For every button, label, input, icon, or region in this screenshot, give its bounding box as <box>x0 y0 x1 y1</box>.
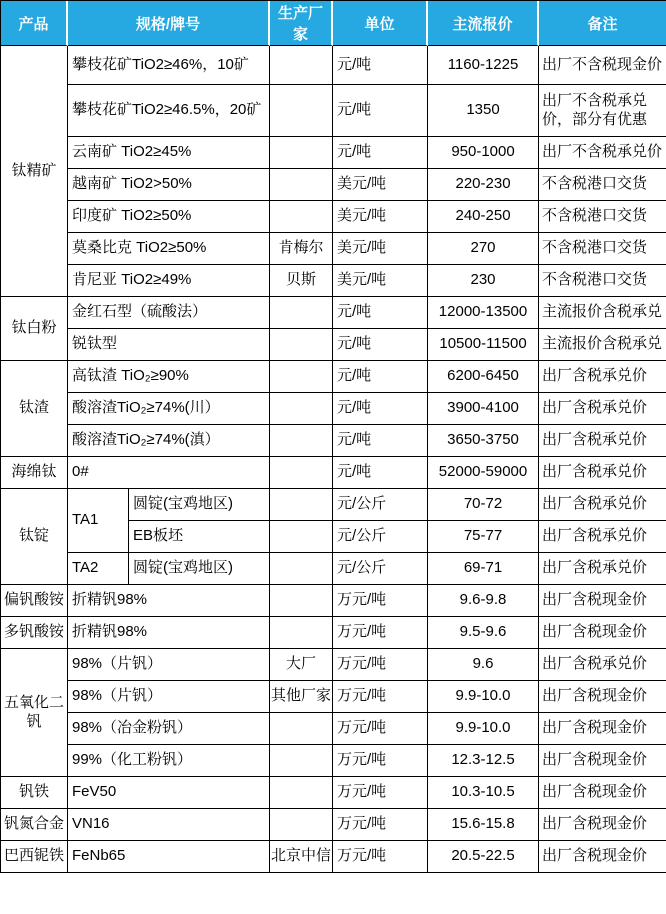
table-row <box>1 681 666 713</box>
cell-unit: 万元/吨 <box>333 681 428 713</box>
cell-spec: 98%（片钒） <box>68 649 270 681</box>
cell-manufacturer: 肯梅尔 <box>270 233 333 265</box>
table-row <box>1 809 666 841</box>
cell-note: 出厂含税承兑价 <box>539 521 666 553</box>
header-spec: 规格/牌号 <box>68 1 270 46</box>
cell-unit: 元/吨 <box>333 297 428 329</box>
cell-spec_b: 圆锭(宝鸡地区) <box>129 553 270 585</box>
cell-price: 12.3-12.5 <box>428 745 539 777</box>
cell-product: 钛锭 <box>1 489 68 585</box>
table-header <box>1 1 666 46</box>
cell-spec: FeV50 <box>68 777 270 809</box>
cell-price: 20.5-22.5 <box>428 841 539 873</box>
cell-unit: 元/公斤 <box>333 553 428 585</box>
cell-spec: 99%（化工粉钒） <box>68 745 270 777</box>
cell-unit: 美元/吨 <box>333 265 428 297</box>
cell-spec: 攀枝花矿TiO2≥46.5%，20矿 <box>68 85 270 137</box>
cell-unit: 元/吨 <box>333 85 428 137</box>
cell-spec_b: 圆锭(宝鸡地区) <box>129 489 270 521</box>
cell-manufacturer <box>270 361 333 393</box>
cell-manufacturer <box>270 553 333 585</box>
cell-unit: 元/吨 <box>333 329 428 361</box>
table-row <box>1 233 666 265</box>
cell-note: 出厂含税现金价 <box>539 681 666 713</box>
cell-unit: 万元/吨 <box>333 745 428 777</box>
cell-spec_a: TA2 <box>68 553 129 585</box>
cell-price: 240-250 <box>428 201 539 233</box>
cell-price: 950-1000 <box>428 137 539 169</box>
cell-note: 出厂含税现金价 <box>539 745 666 777</box>
cell-product: 海绵钛 <box>1 457 68 489</box>
cell-manufacturer <box>270 713 333 745</box>
cell-unit: 元/吨 <box>333 457 428 489</box>
cell-manufacturer <box>270 777 333 809</box>
cell-note: 出厂含税现金价 <box>539 777 666 809</box>
table-row <box>1 297 666 329</box>
cell-product: 五氧化二钒 <box>1 649 68 777</box>
cell-unit: 美元/吨 <box>333 169 428 201</box>
cell-manufacturer: 贝斯 <box>270 265 333 297</box>
cell-note: 出厂含税现金价 <box>539 809 666 841</box>
table-row <box>1 553 666 585</box>
cell-unit: 美元/吨 <box>333 233 428 265</box>
cell-manufacturer: 大厂 <box>270 649 333 681</box>
cell-unit: 元/吨 <box>333 46 428 85</box>
cell-unit: 万元/吨 <box>333 841 428 873</box>
cell-product: 钛渣 <box>1 361 68 457</box>
cell-price: 70-72 <box>428 489 539 521</box>
cell-price: 9.9-10.0 <box>428 681 539 713</box>
cell-spec: 酸溶渣TiO₂≥74%(滇） <box>68 425 270 457</box>
cell-manufacturer: 其他厂家 <box>270 681 333 713</box>
cell-note: 出厂含税承兑价 <box>539 457 666 489</box>
cell-spec: 越南矿 TiO2>50% <box>68 169 270 201</box>
cell-manufacturer <box>270 46 333 85</box>
cell-spec: 金红石型（硫酸法） <box>68 297 270 329</box>
cell-manufacturer <box>270 201 333 233</box>
cell-spec: 高钛渣 TiO₂≥90% <box>68 361 270 393</box>
cell-note: 不含税港口交货 <box>539 169 666 201</box>
cell-unit: 元/吨 <box>333 393 428 425</box>
cell-spec: 云南矿 TiO2≥45% <box>68 137 270 169</box>
cell-price: 6200-6450 <box>428 361 539 393</box>
cell-spec_b: EB板坯 <box>129 521 270 553</box>
table-row <box>1 585 666 617</box>
cell-unit: 元/公斤 <box>333 489 428 521</box>
cell-manufacturer <box>270 137 333 169</box>
cell-price: 270 <box>428 233 539 265</box>
cell-manufacturer <box>270 297 333 329</box>
cell-note: 不含税港口交货 <box>539 201 666 233</box>
cell-note: 出厂含税现金价 <box>539 617 666 649</box>
table-row <box>1 393 666 425</box>
cell-price: 9.6 <box>428 649 539 681</box>
cell-spec: 98%（片钒） <box>68 681 270 713</box>
table-row <box>1 201 666 233</box>
cell-unit: 元/吨 <box>333 425 428 457</box>
cell-note: 不含税港口交货 <box>539 233 666 265</box>
table-row <box>1 713 666 745</box>
cell-price: 15.6-15.8 <box>428 809 539 841</box>
cell-unit: 万元/吨 <box>333 809 428 841</box>
header-product: 产品 <box>1 1 68 46</box>
table-row <box>1 46 666 85</box>
cell-spec: FeNb65 <box>68 841 270 873</box>
cell-price: 3900-4100 <box>428 393 539 425</box>
cell-manufacturer <box>270 585 333 617</box>
cell-unit: 万元/吨 <box>333 777 428 809</box>
cell-spec: 攀枝花矿TiO2≥46%，10矿 <box>68 46 270 85</box>
table-row <box>1 85 666 137</box>
header-note: 备注 <box>539 1 666 46</box>
cell-price: 10500-11500 <box>428 329 539 361</box>
table-row <box>1 425 666 457</box>
cell-note: 出厂含税现金价 <box>539 841 666 873</box>
header-price: 主流报价 <box>428 1 539 46</box>
cell-note: 出厂含税现金价 <box>539 713 666 745</box>
table-row <box>1 169 666 201</box>
table-row <box>1 841 666 873</box>
cell-note: 出厂含税承兑价 <box>539 361 666 393</box>
cell-price: 1160-1225 <box>428 46 539 85</box>
cell-product: 多钒酸铵 <box>1 617 68 649</box>
cell-manufacturer <box>270 457 333 489</box>
cell-spec: 折精钒98% <box>68 617 270 649</box>
cell-note: 出厂不含税承兑价，部分有优惠 <box>539 85 666 137</box>
cell-spec: 印度矿 TiO2≥50% <box>68 201 270 233</box>
cell-manufacturer <box>270 329 333 361</box>
cell-spec: 酸溶渣TiO₂≥74%(川） <box>68 393 270 425</box>
header-manufacturer: 生产厂家 <box>270 1 333 46</box>
cell-note: 主流报价含税承兑 <box>539 329 666 361</box>
cell-price: 52000-59000 <box>428 457 539 489</box>
header-unit: 单位 <box>333 1 428 46</box>
cell-price: 1350 <box>428 85 539 137</box>
cell-note: 出厂不含税承兑价 <box>539 137 666 169</box>
cell-spec: 肯尼亚 TiO2≥49% <box>68 265 270 297</box>
cell-note: 主流报价含税承兑 <box>539 297 666 329</box>
cell-spec: 锐钛型 <box>68 329 270 361</box>
cell-product: 巴西铌铁 <box>1 841 68 873</box>
table-row <box>1 265 666 297</box>
cell-spec: VN16 <box>68 809 270 841</box>
cell-unit: 元/吨 <box>333 361 428 393</box>
table-row <box>1 649 666 681</box>
cell-note: 出厂含税承兑价 <box>539 553 666 585</box>
cell-unit: 万元/吨 <box>333 585 428 617</box>
cell-manufacturer <box>270 169 333 201</box>
cell-note: 出厂含税现金价 <box>539 585 666 617</box>
cell-note: 出厂含税承兑价 <box>539 393 666 425</box>
table-row <box>1 777 666 809</box>
cell-note: 不含税港口交货 <box>539 265 666 297</box>
cell-spec: 98%（冶金粉钒） <box>68 713 270 745</box>
cell-product: 钒铁 <box>1 777 68 809</box>
cell-product: 钛精矿 <box>1 46 68 297</box>
cell-spec: 莫桑比克 TiO2≥50% <box>68 233 270 265</box>
cell-price: 9.9-10.0 <box>428 713 539 745</box>
table-row <box>1 745 666 777</box>
cell-product: 偏钒酸铵 <box>1 585 68 617</box>
table-row <box>1 457 666 489</box>
table-row <box>1 137 666 169</box>
cell-manufacturer <box>270 489 333 521</box>
cell-product: 钛白粉 <box>1 297 68 361</box>
cell-manufacturer: 北京中信 <box>270 841 333 873</box>
cell-product: 钒氮合金 <box>1 809 68 841</box>
table-row <box>1 361 666 393</box>
cell-unit: 元/公斤 <box>333 521 428 553</box>
header-row <box>1 1 666 46</box>
cell-price: 230 <box>428 265 539 297</box>
cell-price: 220-230 <box>428 169 539 201</box>
cell-note: 出厂含税承兑价 <box>539 425 666 457</box>
cell-manufacturer <box>270 425 333 457</box>
cell-manufacturer <box>270 521 333 553</box>
cell-price: 9.5-9.6 <box>428 617 539 649</box>
cell-manufacturer <box>270 617 333 649</box>
cell-manufacturer <box>270 809 333 841</box>
table-row <box>1 617 666 649</box>
cell-price: 12000-13500 <box>428 297 539 329</box>
cell-unit: 万元/吨 <box>333 617 428 649</box>
cell-note: 出厂含税承兑价 <box>539 489 666 521</box>
table-row <box>1 489 666 521</box>
cell-note: 出厂不含税现金价 <box>539 46 666 85</box>
cell-unit: 美元/吨 <box>333 201 428 233</box>
cell-note: 出厂含税承兑价 <box>539 649 666 681</box>
cell-price: 3650-3750 <box>428 425 539 457</box>
cell-manufacturer <box>270 85 333 137</box>
cell-price: 9.6-9.8 <box>428 585 539 617</box>
cell-price: 10.3-10.5 <box>428 777 539 809</box>
cell-manufacturer <box>270 745 333 777</box>
cell-unit: 万元/吨 <box>333 713 428 745</box>
cell-price: 75-77 <box>428 521 539 553</box>
cell-spec: 折精钒98% <box>68 585 270 617</box>
cell-manufacturer <box>270 393 333 425</box>
cell-unit: 元/吨 <box>333 137 428 169</box>
cell-price: 69-71 <box>428 553 539 585</box>
cell-spec_a: TA1 <box>68 489 129 553</box>
cell-unit: 万元/吨 <box>333 649 428 681</box>
table-row <box>1 329 666 361</box>
table-body <box>1 46 666 873</box>
cell-spec: 0# <box>68 457 270 489</box>
